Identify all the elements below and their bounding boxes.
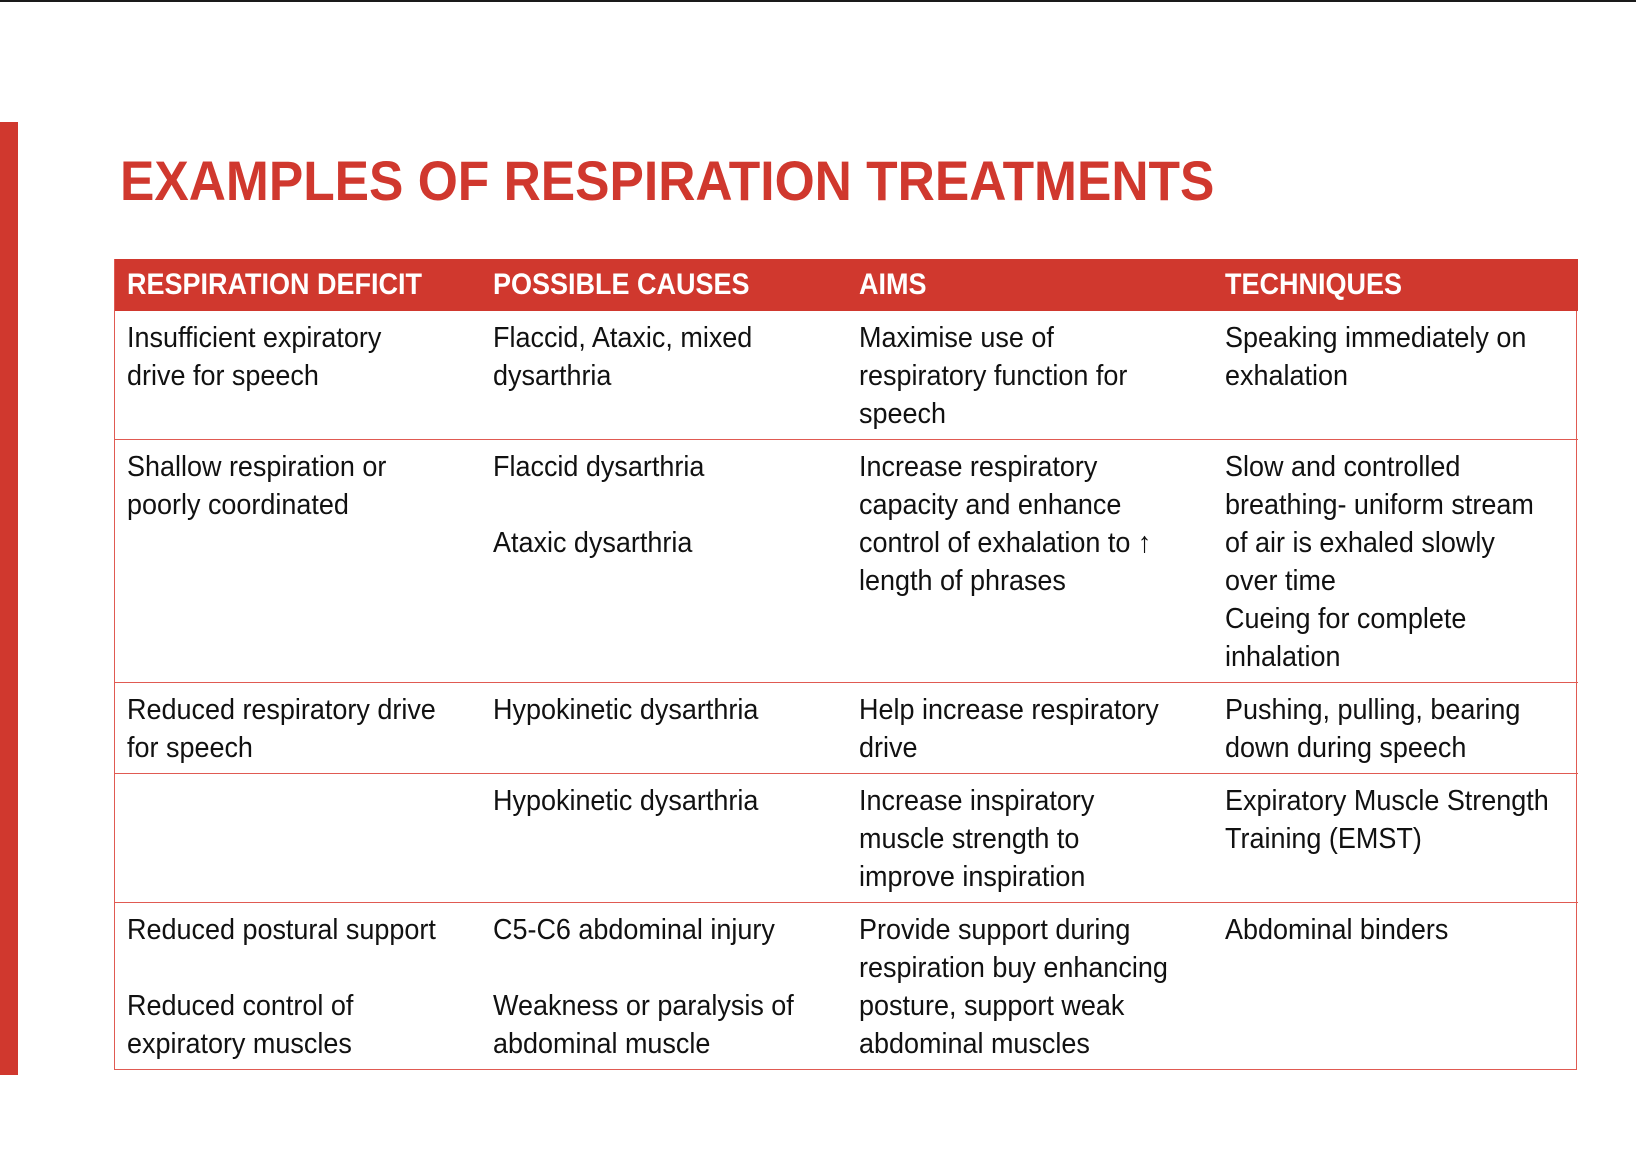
table-row (115, 903, 1578, 1070)
cell-text (859, 448, 1203, 600)
treatments-table-container (114, 259, 1577, 1070)
cell-possible-causes (481, 683, 847, 774)
cell-aims (847, 774, 1213, 903)
cell-respiration-deficit (115, 683, 481, 774)
cell-techniques (1213, 903, 1578, 1070)
cell-line: Increase inspiratory (859, 785, 1095, 817)
header-row (115, 259, 1578, 311)
line-spacer (493, 486, 837, 524)
cell-text (493, 448, 837, 562)
cell-line: Hypokinetic dysarthria (493, 694, 759, 726)
cell-text (1225, 782, 1567, 858)
cell-line: exhalation (1225, 360, 1348, 392)
cell-aims (847, 440, 1213, 683)
cell-line: respiratory function for (859, 360, 1128, 392)
cell-possible-causes (481, 903, 847, 1070)
cell-text (493, 782, 837, 820)
cell-respiration-deficit (115, 440, 481, 683)
cell-text (127, 448, 471, 524)
cell-possible-causes (481, 774, 847, 903)
cell-line: of air is exhaled slowly (1225, 527, 1495, 559)
cell-techniques (1213, 683, 1578, 774)
table-row (115, 683, 1578, 774)
cell-line: abdominal muscles (859, 1028, 1090, 1060)
cell-text (127, 911, 471, 1063)
page-title: EXAMPLES OF RESPIRATION TREATMENTS (120, 149, 1215, 212)
header-techniques (1213, 259, 1578, 311)
cell-techniques (1213, 311, 1578, 440)
cell-line: breathing- uniform stream (1225, 489, 1534, 521)
cell-text (493, 911, 837, 1063)
table-body (115, 311, 1578, 1069)
header-label: POSSIBLE CAUSES (493, 268, 750, 301)
cell-line: Hypokinetic dysarthria (493, 785, 759, 817)
cell-line: control of exhalation to ↑ (859, 527, 1152, 559)
cell-line: inhalation (1225, 641, 1341, 673)
cell-line: length of phrases (859, 565, 1066, 597)
cell-text (493, 691, 837, 729)
cell-techniques (1213, 774, 1578, 903)
header-aims (847, 259, 1213, 311)
cell-line: poorly coordinated (127, 489, 349, 521)
cell-text (1225, 448, 1567, 676)
cell-line: Provide support during (859, 914, 1131, 946)
cell-possible-causes (481, 311, 847, 440)
cell-line: Flaccid, Ataxic, mixed (493, 322, 753, 354)
cell-line: Abdominal binders (1225, 914, 1449, 946)
respiration-treatments-table (115, 259, 1578, 1069)
cell-respiration-deficit (115, 774, 481, 903)
cell-line: Slow and controlled (1225, 451, 1461, 483)
line-spacer (127, 949, 471, 987)
cell-line: respiration buy enhancing (859, 952, 1168, 984)
cell-line: Reduced control of (127, 990, 354, 1022)
cell-line: capacity and enhance (859, 489, 1122, 521)
cell-line: speech (859, 398, 946, 430)
header-label: TECHNIQUES (1225, 268, 1403, 301)
cell-line: dysarthria (493, 360, 612, 392)
cell-line: Pushing, pulling, bearing (1225, 694, 1521, 726)
cell-respiration-deficit (115, 311, 481, 440)
header-label: RESPIRATION DEFICIT (127, 268, 423, 301)
left-accent-bar (0, 122, 18, 1075)
cell-line: Insufficient expiratory (127, 322, 382, 354)
table-header (115, 259, 1578, 311)
cell-line: Reduced postural support (127, 914, 436, 946)
cell-text (1225, 911, 1567, 949)
header-possible-causes (481, 259, 847, 311)
cell-line: Flaccid dysarthria (493, 451, 705, 483)
cell-aims (847, 903, 1213, 1070)
table-row (115, 774, 1578, 903)
cell-text (127, 319, 471, 395)
cell-text (859, 319, 1203, 433)
cell-possible-causes (481, 440, 847, 683)
cell-line: down during speech (1225, 732, 1467, 764)
cell-respiration-deficit (115, 903, 481, 1070)
cell-text (493, 319, 837, 395)
cell-line: posture, support weak (859, 990, 1125, 1022)
cell-line: Maximise use of (859, 322, 1054, 354)
cell-aims (847, 683, 1213, 774)
cell-line: drive (859, 732, 918, 764)
cell-line: abdominal muscle (493, 1028, 711, 1060)
cell-text (1225, 691, 1567, 767)
cell-line: drive for speech (127, 360, 319, 392)
cell-line: expiratory muscles (127, 1028, 352, 1060)
cell-line: Reduced respiratory drive (127, 694, 436, 726)
cell-text (859, 911, 1203, 1063)
cell-line: for speech (127, 732, 253, 764)
cell-line: muscle strength to (859, 823, 1080, 855)
cell-line: Help increase respiratory (859, 694, 1159, 726)
cell-line: Increase respiratory (859, 451, 1098, 483)
cell-text (859, 691, 1203, 767)
header-respiration-deficit (115, 259, 481, 311)
cell-line: Expiratory Muscle Strength (1225, 785, 1549, 817)
cell-line: Ataxic dysarthria (493, 527, 693, 559)
table-frame (114, 259, 1577, 1070)
header-label: AIMS (859, 268, 927, 301)
cell-line: C5-C6 abdominal injury (493, 914, 775, 946)
cell-line: improve inspiration (859, 861, 1086, 893)
cell-text (1225, 319, 1567, 395)
line-spacer (493, 949, 837, 987)
cell-line: Training (EMST) (1225, 823, 1422, 855)
cell-text (127, 691, 471, 767)
cell-text (859, 782, 1203, 896)
top-border-line (0, 0, 1636, 2)
cell-line: Weakness or paralysis of (493, 990, 794, 1022)
cell-line: Shallow respiration or (127, 451, 387, 483)
cell-aims (847, 311, 1213, 440)
cell-techniques (1213, 440, 1578, 683)
table-row (115, 440, 1578, 683)
cell-line: Speaking immediately on (1225, 322, 1527, 354)
table-row (115, 311, 1578, 440)
cell-line: over time (1225, 565, 1336, 597)
cell-line: Cueing for complete (1225, 603, 1467, 635)
